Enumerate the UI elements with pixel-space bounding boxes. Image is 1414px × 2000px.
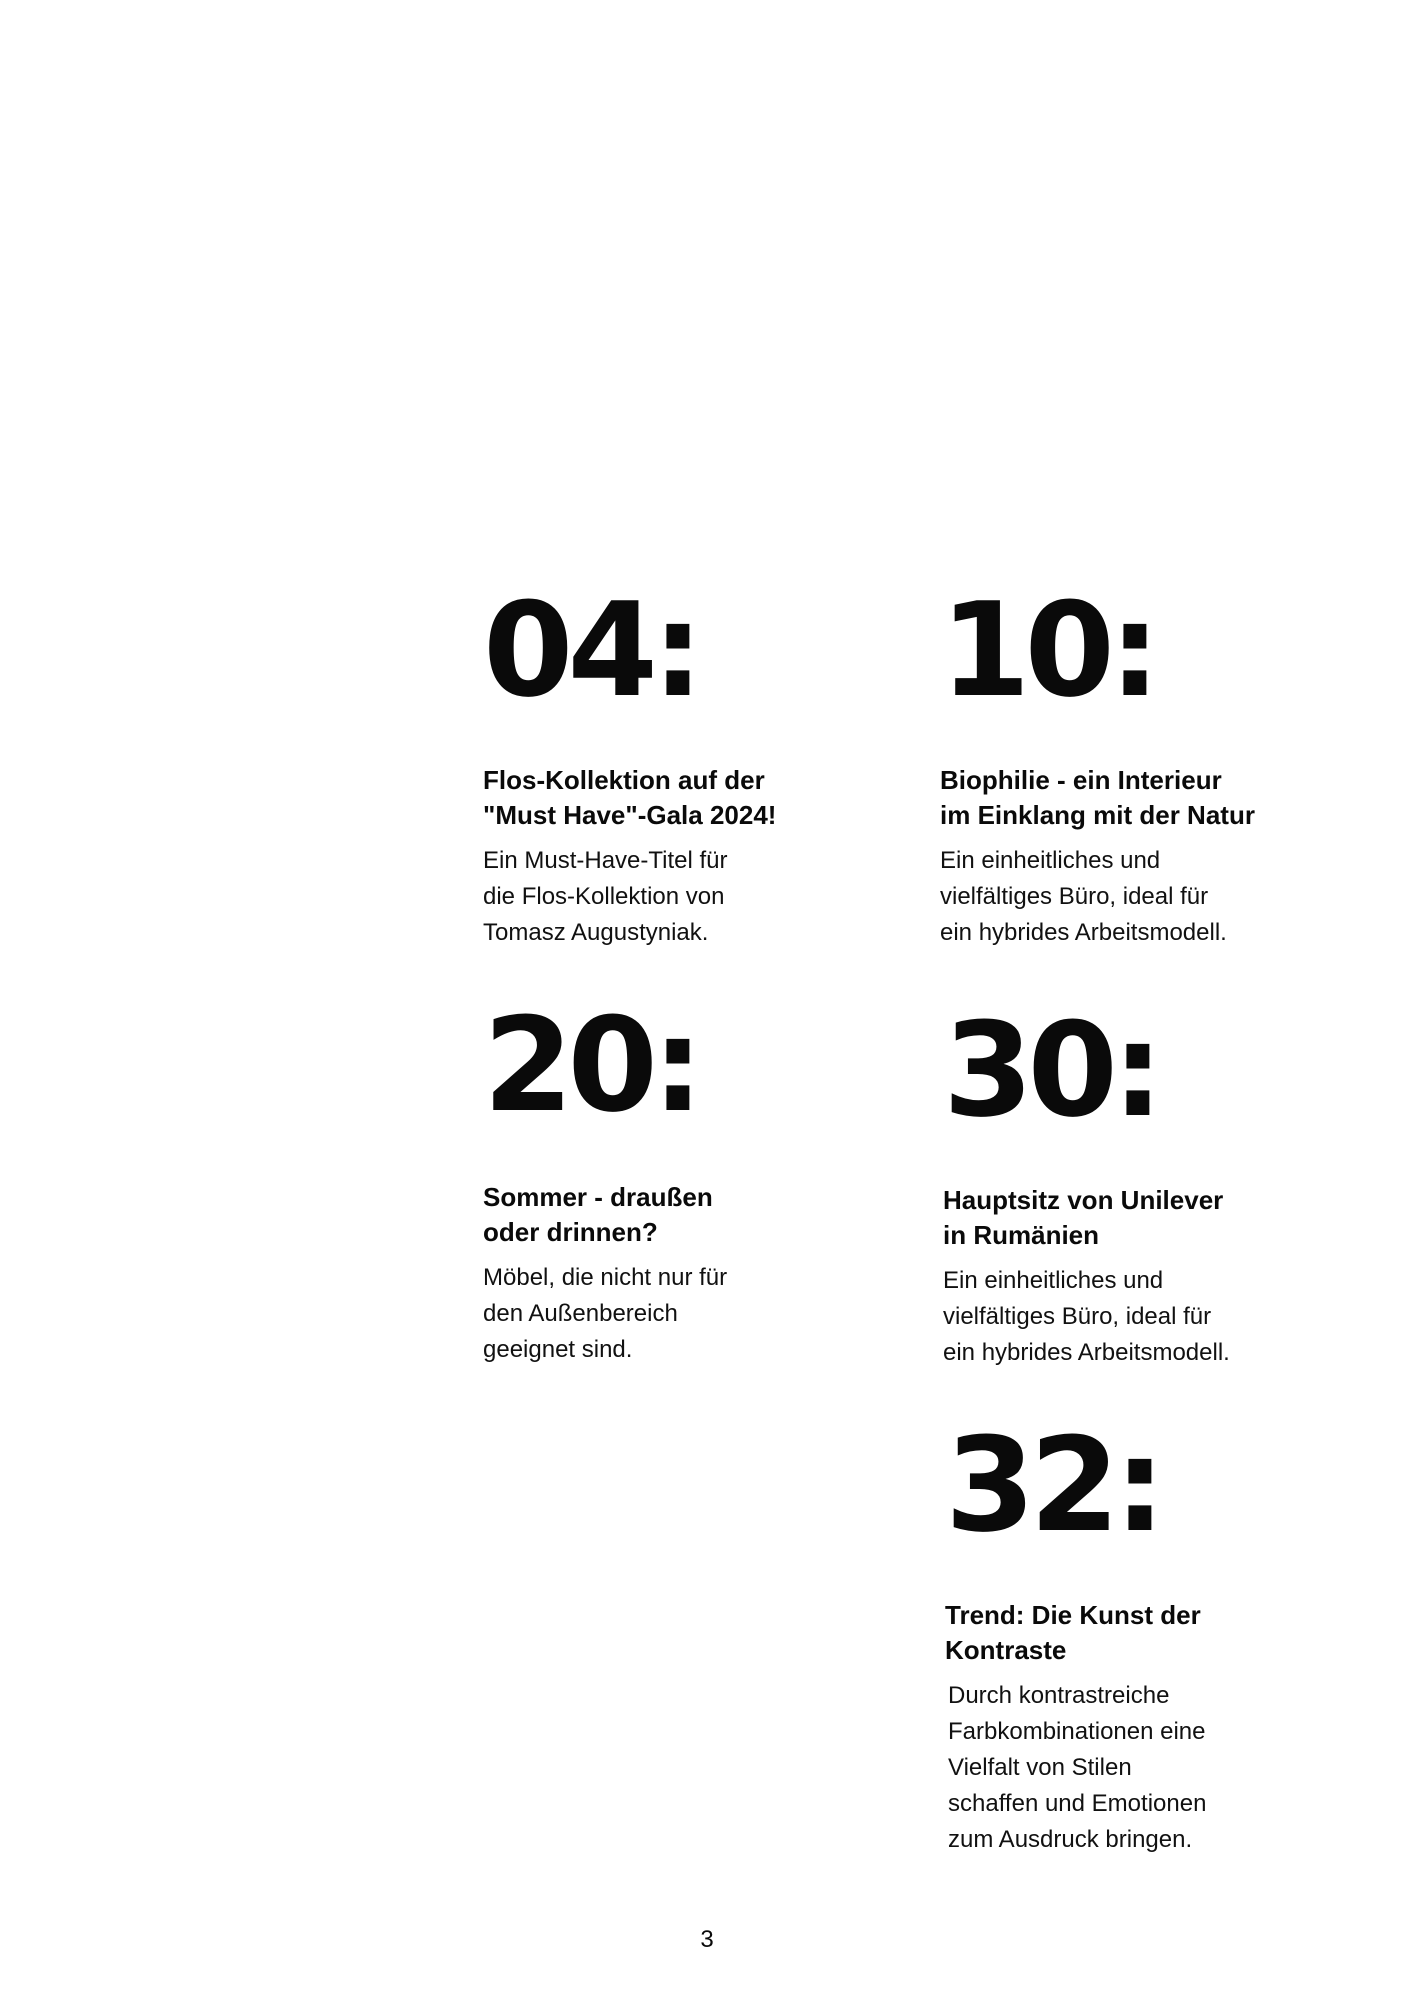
toc-entry-30[interactable]	[943, 994, 1343, 1371]
toc-entry-description: Ein einheitliches und vielfältiges Büro, ideal für ein hybrides Arbeitsmodell.	[940, 847, 1227, 946]
toc-entry-page-number: 32:	[945, 1409, 1160, 1561]
toc-entry-page-number: 04:	[483, 574, 698, 726]
toc-entry-description: Möbel, die nicht nur für den Außenbereich geeignet sind.	[483, 1264, 728, 1363]
toc-entry-title: Hauptsitz von Unilever in Rumänien	[943, 1185, 1224, 1250]
toc-entry-title: Trend: Die Kunst der Kontraste	[945, 1600, 1201, 1665]
toc-entry-title: Flos-Kollektion auf der "Must Have"-Gala 2024!	[483, 765, 777, 830]
toc-entry-page-number: 30:	[943, 994, 1158, 1146]
toc-entry-10[interactable]	[940, 574, 1340, 951]
toc-entry-32[interactable]	[945, 1409, 1345, 1858]
toc-entry-page-number: 10:	[940, 574, 1155, 726]
toc-entry-description: Durch kontrastreiche Farbkombinationen eine Vielfalt von Stilen schaffen und Emotionen zum Ausdruck bringen.	[948, 1682, 1207, 1853]
toc-entry-description: Ein einheitliches und vielfältiges Büro, ideal für ein hybrides Arbeitsmodell.	[943, 1267, 1230, 1366]
toc-entry-04[interactable]	[483, 574, 843, 951]
page-number: 3	[700, 1926, 714, 1953]
toc-entry-page-number: 20:	[483, 989, 698, 1141]
toc-entry-20[interactable]	[483, 989, 843, 1368]
toc-entry-title: Biophilie - ein Interieur im Einklang mit der Natur	[940, 765, 1255, 830]
toc-entry-description: Ein Must-Have-Titel für die Flos-Kollektion von Tomasz Augustyniak.	[483, 847, 728, 946]
toc-entry-title: Sommer - draußen oder drinnen?	[483, 1182, 713, 1247]
